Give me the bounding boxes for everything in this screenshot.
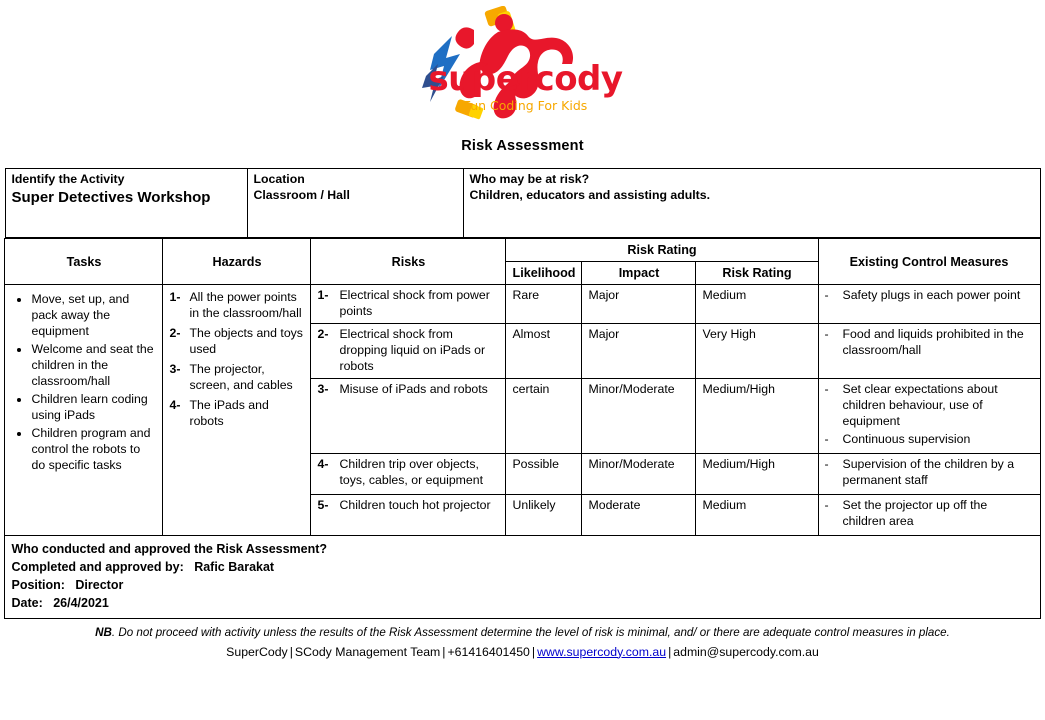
control-text: Set clear expectations about children behaviour, use of equipment <box>842 382 998 429</box>
risk-text: Misuse of iPads and robots <box>339 382 488 397</box>
tasks-cell <box>5 285 163 536</box>
at-risk-cell <box>463 169 1040 238</box>
footer-website-link[interactable]: www.supercody.com.au <box>537 644 667 659</box>
activity-cell <box>5 169 247 238</box>
control-text: Set the projector up off the children area <box>842 498 988 529</box>
controls-cell <box>818 379 1040 454</box>
tasks-list <box>11 292 156 474</box>
likelihood-cell: Rare <box>506 285 582 324</box>
control-text: Safety plugs in each power point <box>842 288 1021 303</box>
likelihood-cell: Unlikely <box>506 495 582 536</box>
date-label: Date: <box>11 596 43 611</box>
hazard-number: 4- <box>169 398 181 413</box>
location-label: Location <box>253 172 305 186</box>
control-item <box>825 327 1034 359</box>
impact-cell: Minor/Moderate <box>582 454 696 495</box>
control-text: Food and liquids prohibited in the classroom/hall <box>842 327 1024 358</box>
risk-text: Electrical shock from power points <box>339 288 490 319</box>
risk-text: Children touch hot projector <box>339 498 491 513</box>
control-text: Supervision of the children by a permanent staff <box>842 457 1015 488</box>
list-item: • Children learn coding using iPads <box>31 392 156 424</box>
control-item <box>825 382 1034 430</box>
dash-marker: - <box>824 382 829 397</box>
col-risk-rating-group: Risk Rating <box>506 239 818 262</box>
list-item <box>169 398 304 430</box>
control-item <box>825 457 1034 489</box>
dash-marker: - <box>824 288 829 303</box>
footer-separator: | <box>442 644 446 659</box>
control-text: Continuous supervision <box>842 432 971 447</box>
control-item <box>825 288 1034 304</box>
likelihood-cell: certain <box>506 379 582 454</box>
col-impact: Impact <box>582 262 696 285</box>
likelihood-cell: Almost <box>506 324 582 379</box>
footer-team: SCody Management Team <box>294 644 441 659</box>
risk-text: Children trip over objects, toys, cables, or equipment <box>339 457 484 488</box>
nb-prefix: NB <box>95 625 112 639</box>
rating-cell: Medium/High <box>696 379 818 454</box>
hazard-text: All the power points in the classroom/hall <box>189 290 302 321</box>
column-header-row <box>5 239 1040 262</box>
header-table <box>5 168 1041 238</box>
risk-number: 5- <box>317 498 329 513</box>
risk-cell <box>311 324 506 379</box>
footer-separator: | <box>289 644 293 659</box>
nb-text: . Do not proceed with activity unless the results of the Risk Assessment determine the level of risk is minimal, and/ or there are adequate control measures in place. <box>111 625 950 639</box>
footer-company: SuperCody <box>226 644 288 659</box>
footer-separator: | <box>668 644 672 659</box>
risk-text: Electrical shock from dropping liquid on iPads or robots <box>339 327 486 374</box>
completed-by-label: Completed and approved by: <box>11 560 184 575</box>
dash-marker: - <box>824 457 829 472</box>
list-item: • Move, set up, and pack away the equipment <box>31 292 156 340</box>
col-controls: Existing Control Measures <box>818 239 1040 285</box>
likelihood-cell: Possible <box>506 454 582 495</box>
footer-email: admin@supercody.com.au <box>673 644 819 659</box>
dash-marker: - <box>824 498 829 513</box>
hazard-text: The projector, screen, and cables <box>189 362 293 393</box>
hazards-cell <box>163 285 311 536</box>
list-item <box>169 362 304 394</box>
activity-label: Identify the Activity <box>11 172 125 186</box>
controls-cell <box>818 324 1040 379</box>
controls-cell <box>818 454 1040 495</box>
logo-tagline: Fun Coding For Kids <box>463 98 588 113</box>
at-risk-value: Children, educators and assisting adults. <box>469 187 711 202</box>
impact-cell: Major <box>582 324 696 379</box>
logo-wordmark: supercody <box>428 59 623 99</box>
dash-marker: - <box>824 327 829 342</box>
risk-cell <box>311 454 506 495</box>
risk-cell <box>311 379 506 454</box>
col-tasks: Tasks <box>5 239 163 285</box>
rating-cell: Medium <box>696 495 818 536</box>
page-title: Risk Assessment <box>461 138 584 154</box>
list-item: • Welcome and seat the children in the classroom/hall <box>31 342 156 390</box>
at-risk-label: Who may be at risk? <box>469 172 590 186</box>
col-likelihood: Likelihood <box>506 262 582 285</box>
col-hazards: Hazards <box>163 239 311 285</box>
location-value: Classroom / Hall <box>253 187 350 202</box>
activity-value: Super Detectives Workshop <box>11 188 211 206</box>
rating-cell: Medium <box>696 285 818 324</box>
date-value: 26/4/2021 <box>53 596 109 611</box>
hazard-number: 2- <box>169 326 181 341</box>
impact-cell: Minor/Moderate <box>582 379 696 454</box>
controls-cell <box>818 285 1040 324</box>
risk-number: 2- <box>317 327 329 342</box>
col-risks: Risks <box>311 239 506 285</box>
approval-cell <box>5 536 1040 619</box>
control-item <box>825 498 1034 530</box>
impact-cell: Major <box>582 285 696 324</box>
dash-marker: - <box>824 432 829 447</box>
nb-note <box>0 626 1045 639</box>
control-item <box>825 432 1034 448</box>
completed-by-value: Rafic Barakat <box>194 560 275 575</box>
location-cell <box>247 169 463 238</box>
risk-number: 3- <box>317 382 329 397</box>
hazard-text: The iPads and robots <box>189 398 269 429</box>
table-row <box>5 169 1040 238</box>
risk-number: 4- <box>317 457 329 472</box>
impact-cell: Moderate <box>582 495 696 536</box>
hazard-number: 1- <box>169 290 181 305</box>
supercody-logo <box>408 6 638 132</box>
position-label: Position: <box>11 578 65 593</box>
col-rating: Risk Rating <box>696 262 818 285</box>
hazard-number: 3- <box>169 362 181 377</box>
risk-cell <box>311 495 506 536</box>
footer-phone: +61416401450 <box>447 644 530 659</box>
list-item: • Children program and control the robots to do specific tasks <box>31 426 156 474</box>
risk-cell <box>311 285 506 324</box>
risk-matrix-table <box>4 238 1040 619</box>
position-value: Director <box>75 578 124 593</box>
controls-cell <box>818 495 1040 536</box>
hazards-list <box>169 290 304 430</box>
table-row <box>5 285 1040 324</box>
risk-number: 1- <box>317 288 329 303</box>
approval-row <box>5 536 1040 619</box>
list-item <box>169 290 304 322</box>
footer <box>0 645 1045 659</box>
approval-question: Who conducted and approved the Risk Assessment? <box>11 542 328 557</box>
logo-container <box>0 0 1045 134</box>
footer-separator: | <box>531 644 536 659</box>
list-item <box>169 326 304 358</box>
hazard-text: The objects and toys used <box>189 326 303 357</box>
rating-cell: Very High <box>696 324 818 379</box>
rating-cell: Medium/High <box>696 454 818 495</box>
